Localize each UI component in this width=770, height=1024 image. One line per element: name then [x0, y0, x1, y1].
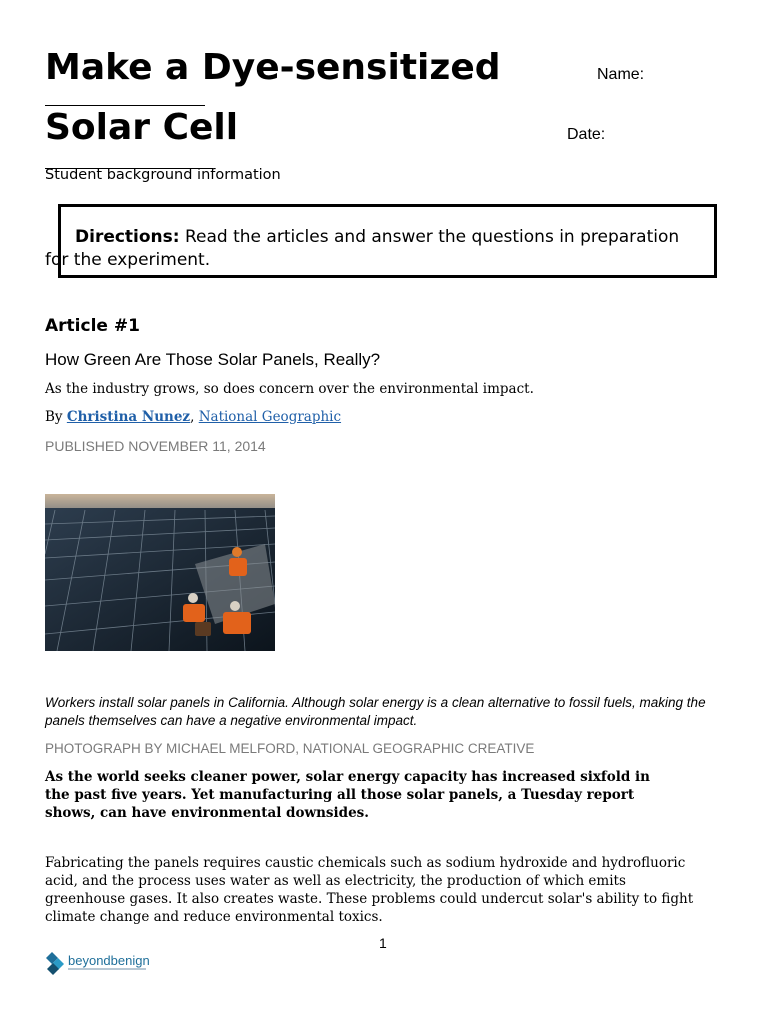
solar-panels-workers-photo [45, 494, 275, 651]
subtitle: Student background information [45, 167, 281, 183]
article-number: Article #1 [45, 316, 140, 336]
body-line-2: acid, and the process uses water as well as electricity, the production of which emits [45, 873, 626, 889]
byline-by: By [45, 409, 67, 425]
date-label: Date: [567, 126, 606, 143]
publication-link[interactable]: National Geographic [198, 409, 342, 425]
body-line-4: climate change and reduce environmental toxics. [45, 909, 383, 925]
article-deck: As the industry grows, so does concern over the environmental impact. [45, 381, 534, 397]
name-label: Name: [597, 66, 645, 83]
photo-credit: PHOTOGRAPH BY MICHAEL MELFORD, NATIONAL GEOGRAPHIC CREATIVE [45, 741, 535, 756]
directions-line-1 [75, 227, 679, 247]
body-line-1: Fabricating the panels requires caustic chemicals such as sodium hydroxide and hydrofluoric [45, 855, 686, 871]
article-headline: How Green Are Those Solar Panels, Really? [45, 350, 381, 369]
author-link[interactable]: Christina Nunez [66, 409, 191, 425]
published-date: PUBLISHED NOVEMBER 11, 2014 [45, 438, 266, 454]
title-underline-1 [45, 105, 205, 106]
article-byline [45, 409, 341, 425]
byline-separator: , [190, 409, 199, 425]
beyond-benign-logo-icon [45, 950, 67, 976]
title-line-1: Make a Dye-sensitized [45, 47, 501, 88]
caption-line-2: panels themselves can have a negative environmental impact. [45, 713, 418, 728]
directions-label: Directions: [75, 227, 180, 247]
directions-text-1: Read the articles and answer the questions in preparation [179, 227, 680, 247]
logo-text: beyondbenign [68, 953, 150, 968]
lead-line-3: shows, can have environmental downsides. [45, 805, 369, 821]
caption-line-1: Workers install solar panels in California. Although solar energy is a clean alternative to fossil fuels, making the [45, 695, 706, 710]
title-line-2: Solar Cell [45, 107, 239, 148]
body-line-3: greenhouse gases. It also creates waste. These problems could undercut solar's ability to fight [45, 891, 694, 907]
logo-tagline [68, 968, 146, 970]
lead-line-1: As the world seeks cleaner power, solar energy capacity has increased sixfold in [45, 769, 650, 785]
directions-line-2: for the experiment. [45, 250, 211, 270]
solar-panels-photo-art [45, 494, 275, 651]
page-number: 1 [379, 935, 387, 951]
lead-line-2: the past five years. Yet manufacturing all those solar panels, a Tuesday report [45, 787, 635, 803]
